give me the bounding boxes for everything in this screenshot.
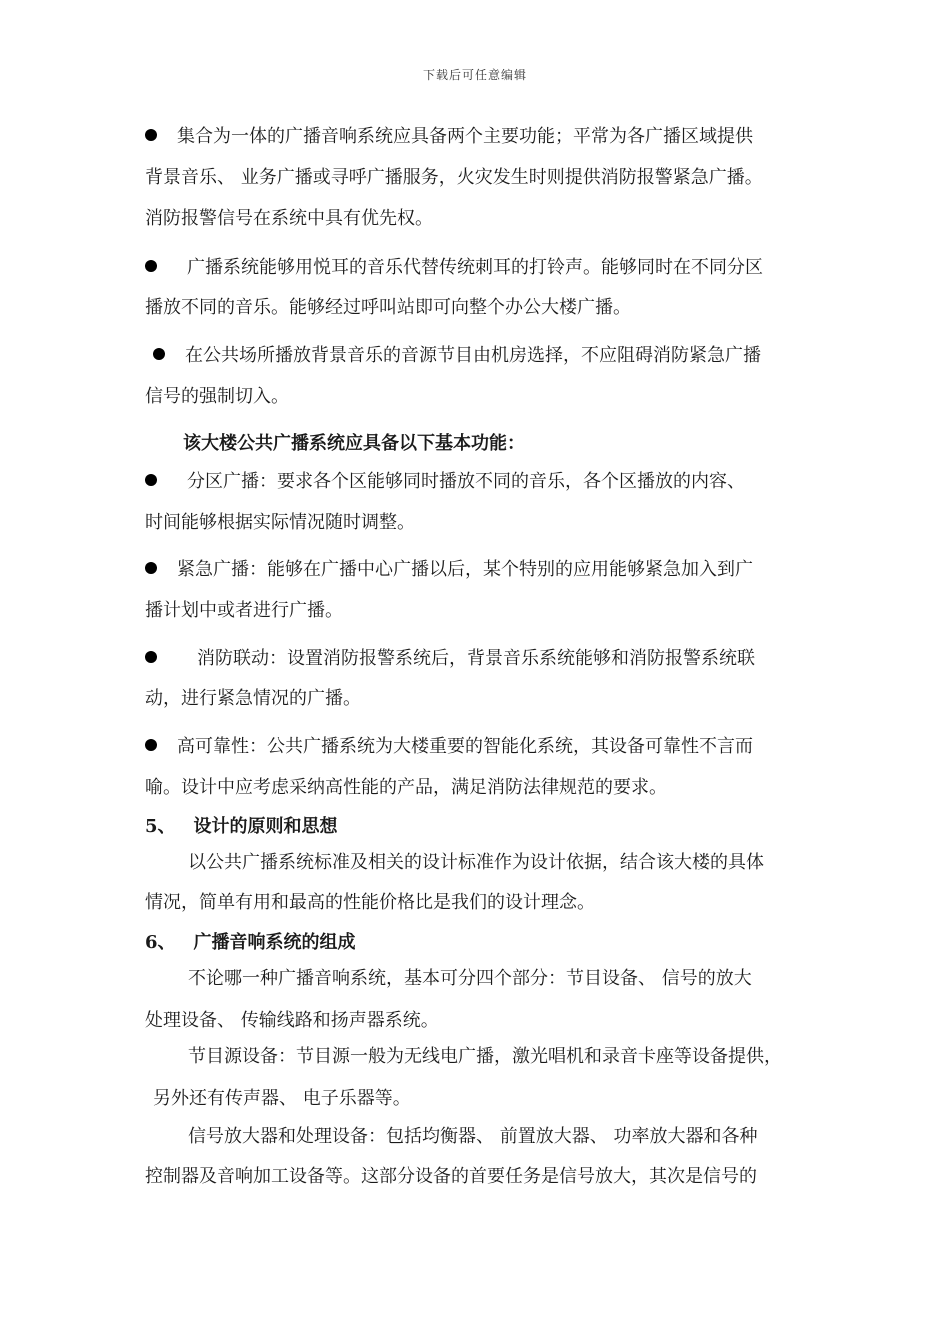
section-heading-6 — [145, 931, 356, 955]
text: 高可靠性：公共广播系统为大楼重要的智能化系统，其设备可靠性不言而 — [177, 736, 753, 757]
paragraph-line: 节目源设备：节目源一般为无线电广播，激光唱机和录音卡座等设备提供， — [188, 1046, 782, 1067]
paragraph-line: 播计划中或者进行广播。 — [145, 600, 343, 621]
paragraph-line: 控制器及音响加工设备等。这部分设备的首要任务是信号放大，其次是信号的 — [145, 1166, 757, 1187]
paragraph-line: 处理设备、 传输线路和扬声器系统。 — [145, 1010, 439, 1031]
text: 消防联动：设置消防报警系统后，背景音乐系统能够和消防报警系统联 — [197, 648, 755, 669]
section-number: 6、 — [145, 932, 176, 953]
text: 分区广播：要求各个区能够同时播放不同的音乐，各个区播放的内容、 — [187, 471, 745, 492]
bullet-icon — [145, 739, 157, 751]
paragraph-line — [145, 647, 755, 671]
paragraph-line — [145, 125, 753, 149]
bullet-icon — [145, 474, 157, 486]
paragraph-line — [153, 344, 761, 368]
paragraph-line: 喻。设计中应考虑采纳高性能的产品，满足消防法律规范的要求。 — [145, 777, 667, 798]
page-header-note: 下载后可任意编辑 — [422, 68, 527, 82]
paragraph-line — [145, 256, 763, 280]
paragraph-line: 情况，简单有用和最高的性能价格比是我们的设计理念。 — [145, 892, 595, 913]
bullet-icon — [145, 129, 157, 141]
section-number: 5、 — [145, 816, 176, 837]
paragraph-line — [145, 470, 745, 494]
text: 紧急广播：能够在广播中心广播以后，某个特别的应用能够紧急加入到广 — [177, 559, 753, 580]
text: 在公共场所播放背景音乐的音源节目由机房选择，不应阻碍消防紧急广播 — [185, 345, 761, 366]
section-title: 设计的原则和思想 — [193, 816, 338, 837]
paragraph-line: 背景音乐、 业务广播或寻呼广播服务，火灾发生时则提供消防报警紧急广播。 — [145, 167, 763, 188]
section-heading: 该大楼公共广播系统应具备以下基本功能： — [183, 433, 525, 454]
paragraph-line: 不论哪一种广播音响系统，基本可分四个部分：节目设备、 信号的放大 — [188, 968, 752, 989]
paragraph-line: 时间能够根据实际情况随时调整。 — [145, 512, 415, 533]
section-title: 广播音响系统的组成 — [193, 932, 356, 953]
paragraph-line: 消防报警信号在系统中具有优先权。 — [145, 208, 433, 229]
paragraph-line: 动，进行紧急情况的广播。 — [145, 688, 361, 709]
section-heading-5 — [145, 815, 338, 839]
paragraph-line: 信号放大器和处理设备：包括均衡器、 前置放大器、 功率放大器和各种 — [188, 1126, 758, 1147]
paragraph-line — [145, 735, 753, 759]
text: 集合为一体的广播音响系统应具备两个主要功能；平常为各广播区域提供 — [177, 126, 753, 147]
paragraph-line: 信号的强制切入。 — [145, 386, 289, 407]
paragraph-line — [145, 558, 753, 582]
paragraph-line: 以公共广播系统标准及相关的设计标准作为设计依据，结合该大楼的具体 — [188, 852, 764, 873]
paragraph-line: 另外还有传声器、 电子乐器等。 — [153, 1088, 411, 1109]
paragraph-line: 播放不同的音乐。能够经过呼叫站即可向整个办公大楼广播。 — [145, 297, 631, 318]
bullet-icon — [145, 651, 157, 663]
bullet-icon — [153, 348, 165, 360]
bullet-icon — [145, 260, 157, 272]
bullet-icon — [145, 562, 157, 574]
text: 广播系统能够用悦耳的音乐代替传统刺耳的打铃声。能够同时在不同分区 — [187, 257, 763, 278]
